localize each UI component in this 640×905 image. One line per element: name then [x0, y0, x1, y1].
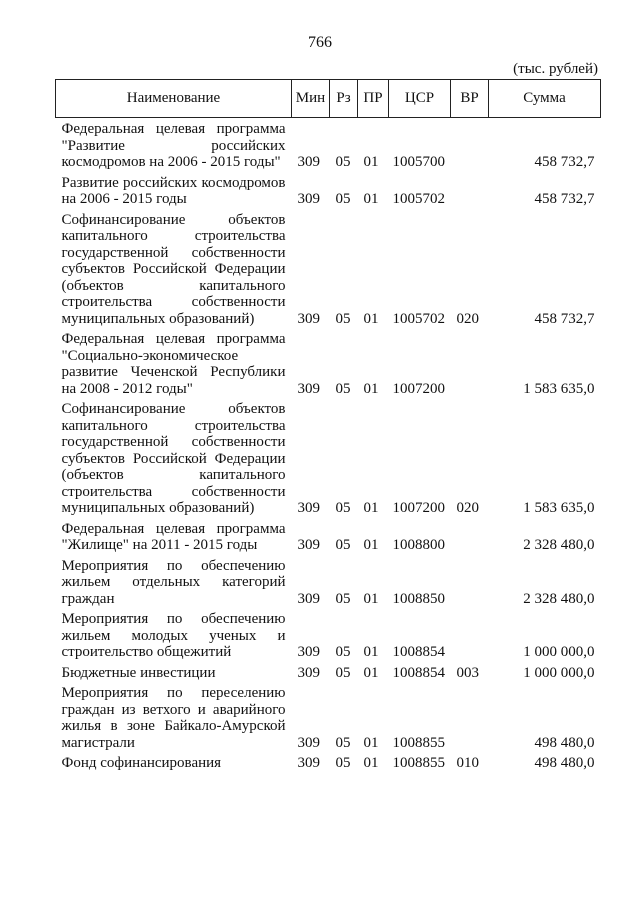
row-name: Мероприятия по переселению граждан из ветхого и аварийного жилья в зоне Байкало-Амурской магистрали: [61, 685, 286, 751]
row-sum: 2 328 480,0: [523, 537, 595, 553]
header-pr: ПР: [358, 80, 389, 118]
row-vr: 010: [456, 755, 479, 771]
row-rz: 05: [335, 755, 351, 771]
row-min: 309: [297, 664, 320, 681]
row-name: Развитие российских космодромов на 2006 - 2015 годы: [61, 174, 286, 207]
row-vr: [451, 327, 489, 397]
row-sum: 1 000 000,0: [523, 644, 595, 660]
table-row: [56, 171, 601, 208]
row-pr: 01: [363, 734, 379, 751]
row-sum: 458 732,7: [534, 191, 595, 207]
row-rz: 05: [335, 590, 351, 607]
row-min: 309: [297, 734, 320, 751]
row-vr: [451, 171, 489, 208]
row-sum: 1 583 635,0: [523, 500, 595, 516]
row-sum: 458 732,7: [534, 310, 595, 327]
table-row: [56, 661, 601, 682]
row-pr: 01: [363, 310, 379, 327]
row-csr: 1008800: [392, 537, 445, 553]
row-vr: [451, 554, 489, 608]
table-body: [56, 118, 601, 772]
row-min: 309: [297, 380, 320, 397]
row-name: Фонд софинансирования: [61, 755, 222, 771]
header-csr: ЦСР: [389, 80, 451, 118]
row-min: 309: [297, 755, 320, 771]
row-name: Федеральная целевая программа "Развитие российских космодромов на 2006 - 2015 годы": [61, 121, 286, 170]
row-min: 309: [297, 310, 320, 327]
row-pr: 01: [363, 755, 379, 771]
table-row: [56, 327, 601, 397]
table-row: [56, 751, 601, 772]
row-pr: 01: [363, 644, 379, 660]
row-sum: 458 732,7: [534, 154, 595, 170]
header-sum: Сумма: [489, 80, 601, 118]
page-number: 766: [308, 34, 332, 51]
row-sum: 498 480,0: [534, 734, 595, 751]
row-name: Федеральная целевая программа "Жилище" на 2011 - 2015 годы: [61, 520, 286, 553]
header-name: Наименование: [56, 80, 292, 118]
row-min: 309: [297, 644, 320, 660]
table-header: [56, 80, 601, 118]
row-name: Софинансирование объектов капитального строительства государственной собственности субъектов Российской Федерации (объектов капитального строительства собственности муниципальных образований): [61, 401, 286, 516]
units-note: (тыс. рублей): [513, 61, 598, 77]
row-csr: 1008850: [392, 590, 445, 607]
row-csr: 1008854: [392, 664, 445, 681]
row-csr: 1008855: [392, 734, 445, 751]
row-min: 309: [297, 500, 320, 516]
row-rz: 05: [335, 537, 351, 553]
row-sum: 1 000 000,0: [523, 664, 595, 681]
row-pr: 01: [363, 664, 379, 681]
row-csr: 1008855: [392, 755, 445, 771]
row-rz: 05: [335, 644, 351, 660]
table-row: [56, 208, 601, 328]
row-name: Софинансирование объектов капитального строительства государственной собственности субъектов Российской Федерации (объектов капитального строительства собственности муниципальных образований): [61, 211, 286, 327]
row-pr: 01: [363, 590, 379, 607]
row-min: 309: [297, 537, 320, 553]
row-sum: 498 480,0: [534, 755, 595, 771]
table-row: [56, 607, 601, 661]
row-rz: 05: [335, 191, 351, 207]
row-rz: 05: [335, 154, 351, 170]
row-rz: 05: [335, 734, 351, 751]
row-pr: 01: [363, 537, 379, 553]
row-vr: [451, 517, 489, 554]
row-csr: 1007200: [392, 380, 445, 397]
row-pr: 01: [363, 500, 379, 516]
table-row: [56, 397, 601, 517]
row-csr: 1005702: [392, 191, 445, 207]
row-sum: 1 583 635,0: [523, 380, 595, 397]
row-vr: [451, 681, 489, 751]
row-vr: 020: [456, 310, 479, 327]
row-csr: 1005702: [392, 310, 445, 327]
row-rz: 05: [335, 380, 351, 397]
row-min: 309: [297, 154, 320, 170]
row-name: Мероприятия по обеспечению жильем отдельных категорий граждан: [61, 557, 286, 607]
budget-table: [55, 79, 601, 772]
row-vr: [451, 607, 489, 661]
row-csr: 1008854: [392, 644, 445, 660]
row-rz: 05: [335, 310, 351, 327]
row-min: 309: [297, 191, 320, 207]
row-name: Мероприятия по обеспечению жильем молодых ученых и строительство общежитий: [61, 611, 286, 660]
row-csr: 1005700: [392, 154, 445, 170]
row-rz: 05: [335, 664, 351, 681]
header-vr: ВР: [451, 80, 489, 118]
table-row: [56, 554, 601, 608]
row-pr: 01: [363, 154, 379, 170]
row-sum: 2 328 480,0: [523, 590, 595, 607]
header-min: Мин: [292, 80, 330, 118]
row-vr: 020: [456, 500, 479, 516]
row-pr: 01: [363, 380, 379, 397]
table-row: [56, 681, 601, 751]
row-rz: 05: [335, 500, 351, 516]
table-row: [56, 517, 601, 554]
table-row: [56, 118, 601, 171]
row-vr: 003: [456, 664, 479, 681]
row-min: 309: [297, 590, 320, 607]
row-vr: [451, 118, 489, 171]
header-rz: Рз: [330, 80, 358, 118]
row-csr: 1007200: [392, 500, 445, 516]
row-name: Федеральная целевая программа "Социально-экономическое развитие Чеченской Республики на 2008 - 2012 годы": [61, 331, 286, 397]
row-name: Бюджетные инвестиции: [61, 664, 216, 681]
row-pr: 01: [363, 191, 379, 207]
